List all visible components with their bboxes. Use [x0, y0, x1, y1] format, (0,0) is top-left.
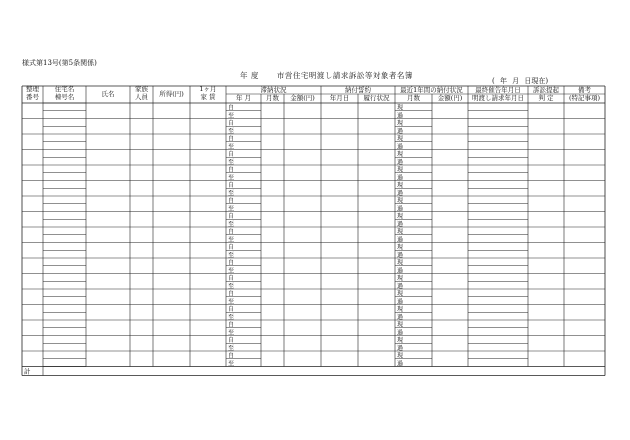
row-label-past: 過: [397, 329, 404, 337]
as-of-date: ( 年 月 日現在): [492, 77, 549, 85]
row-label-from: 自: [228, 197, 235, 205]
row-label-to: 至: [228, 205, 235, 213]
row-label-to: 至: [228, 174, 235, 182]
header-seiri: 整理: [26, 85, 39, 93]
row-label-to: 至: [228, 112, 235, 120]
row-label-from: 自: [228, 120, 235, 127]
row-label-from: 自: [228, 275, 235, 282]
row-label-current: 現: [397, 275, 404, 282]
row-label-past: 過: [397, 158, 404, 166]
row-label-to: 至: [228, 267, 235, 275]
row-label-past: 過: [397, 282, 404, 290]
header-hantei: 判 定: [538, 94, 554, 102]
row-label-to: 至: [228, 298, 235, 306]
row-label-past: 過: [397, 205, 404, 213]
row-label-current: 現: [397, 182, 404, 189]
row-label-from: 自: [228, 104, 235, 112]
fiscal-year-label: 年 度: [240, 71, 259, 80]
row-label-past: 過: [397, 298, 404, 306]
row-label-from: 自: [228, 321, 235, 329]
header-jinin: 人員: [135, 93, 148, 101]
row-label-from: 自: [228, 306, 235, 313]
row-label-to: 至: [228, 127, 235, 135]
row-label-from: 自: [228, 259, 235, 267]
header-yachin: 家 賃: [200, 93, 216, 101]
header-tokki: (特記事項): [568, 94, 601, 102]
header-saikin-kingaku: 金額(円): [437, 94, 463, 102]
row-label-past: 過: [397, 344, 404, 352]
row-label-past: 過: [397, 127, 404, 135]
header-sosho-teiki: 訴訟提起: [533, 86, 559, 94]
row-label-to: 至: [228, 143, 235, 151]
row-label-current: 現: [397, 290, 404, 298]
row-label-current: 現: [397, 244, 404, 251]
row-label-from: 自: [228, 213, 235, 220]
row-label-to: 至: [228, 329, 235, 337]
total-label: 計: [24, 367, 31, 376]
row-label-to: 至: [228, 360, 235, 368]
header-nofu-group: 納付誓約: [345, 86, 371, 94]
row-label-current: 現: [397, 259, 404, 267]
row-label-past: 過: [397, 174, 404, 182]
row-label-past: 過: [397, 267, 404, 275]
row-label-current: 現: [397, 166, 404, 174]
row-label-past: 過: [397, 236, 404, 244]
row-label-current: 現: [397, 213, 404, 220]
header-saikin-group: 最近1年間の納付状況: [400, 86, 463, 94]
row-label-current: 現: [397, 151, 404, 158]
row-label-to: 至: [228, 251, 235, 259]
row-label-current: 現: [397, 306, 404, 313]
header-saishu-saikoku: 最終催告年月日: [475, 86, 521, 94]
header-tainou-nengetsu: 年 月: [235, 94, 252, 102]
header-tou: 棟号名: [54, 93, 75, 101]
row-label-from: 自: [228, 135, 235, 143]
header-tainou-group: 滞納状況: [260, 86, 287, 94]
row-label-current: 現: [397, 352, 404, 360]
row-label-past: 過: [397, 220, 404, 228]
row-label-current: 現: [397, 120, 404, 127]
title-main: 市営住宅明渡し請求訴訟等対象者名簿: [276, 71, 413, 80]
row-label-from: 自: [228, 337, 235, 344]
header-bango: 番号: [26, 93, 39, 101]
row-label-past: 過: [397, 189, 404, 197]
row-label-past: 過: [397, 143, 404, 151]
row-label-past: 過: [397, 251, 404, 259]
header-nofu-nengappi: 年月日: [329, 94, 350, 102]
row-label-to: 至: [228, 236, 235, 244]
row-label-past: 過: [397, 112, 404, 120]
row-label-current: 現: [397, 228, 404, 236]
row-label-from: 自: [228, 244, 235, 251]
row-label-current: 現: [397, 135, 404, 143]
header-kazoku: 家族: [135, 85, 148, 93]
form-number: 様式第13号(第5条関係): [22, 59, 97, 67]
header-nofu-rikou: 履行状況: [363, 94, 390, 102]
header-tainou-kingaku: 金額(円): [290, 94, 315, 102]
row-label-from: 自: [228, 290, 235, 298]
header-saikin-tsukisu: 月数: [407, 94, 420, 102]
row-label-to: 至: [228, 282, 235, 290]
row-label-to: 至: [228, 344, 235, 352]
row-label-past: 過: [397, 360, 404, 368]
row-label-from: 自: [228, 228, 235, 236]
row-label-to: 至: [228, 220, 235, 228]
header-jutaku: 住宅名: [54, 85, 75, 93]
header-biko: 備考: [578, 86, 591, 94]
header-ikkagetsu: 1ヶ月: [199, 85, 217, 93]
row-label-to: 至: [228, 313, 235, 321]
header-tainou-tsukisu: 月数: [266, 94, 279, 102]
row-label-to: 至: [228, 158, 235, 166]
row-label-from: 自: [228, 166, 235, 174]
row-label-current: 現: [397, 197, 404, 205]
row-label-from: 自: [228, 352, 235, 360]
header-shotoku: 所得(円): [159, 90, 184, 98]
header-shimei: 氏名: [101, 90, 115, 98]
row-label-to: 至: [228, 189, 235, 197]
row-label-from: 自: [228, 151, 235, 158]
row-label-past: 過: [397, 313, 404, 321]
row-label-current: 現: [397, 104, 404, 112]
row-label-from: 自: [228, 182, 235, 189]
row-label-current: 現: [397, 337, 404, 344]
row-label-current: 現: [397, 321, 404, 329]
header-akewatashi: 明渡し請求年月日: [472, 94, 524, 102]
